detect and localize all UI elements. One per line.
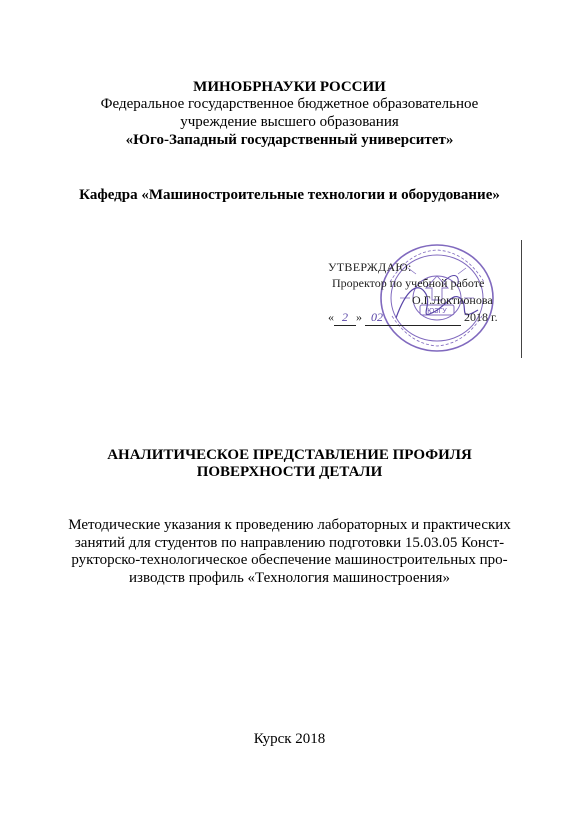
department-name: Кафедра «Машиностроительные технологии и оборудование» bbox=[79, 187, 500, 203]
annotation-line-3: рукторско-технологическое обеспечение машиностроительных про- bbox=[71, 552, 508, 568]
date-day: 2 bbox=[334, 310, 356, 326]
approval-date bbox=[328, 310, 498, 326]
annotation-line-4: изводств профиль «Технология машиностроения» bbox=[129, 570, 450, 586]
approver-name: О.Г.Локтионова bbox=[412, 293, 493, 307]
approver-position: Проректор по учебной работе bbox=[332, 276, 485, 290]
city-year: Курск 2018 bbox=[253, 731, 326, 747]
seal-text: ЮЗГУ bbox=[427, 308, 447, 315]
annotation-line-2: занятий для студентов по направлению подготовки 15.03.05 Конст- bbox=[74, 535, 505, 551]
date-close-quote: » bbox=[356, 310, 362, 324]
stamp-border bbox=[521, 240, 522, 358]
annotation-line-1: Методические указания к проведению лабораторных и практических bbox=[68, 517, 511, 533]
date-open-quote: « bbox=[328, 310, 334, 324]
document-title-line-2: ПОВЕРХНОСТИ ДЕТАЛИ bbox=[196, 464, 383, 480]
organization-line-1: Федеральное государственное бюджетное образовательное bbox=[100, 96, 479, 112]
organization-line-2: учреждение высшего образования bbox=[180, 114, 399, 130]
ministry-heading: МИНОБРНАУКИ РОССИИ bbox=[193, 79, 386, 95]
date-month: 02 bbox=[365, 310, 461, 326]
approve-label: УТВЕРЖДАЮ: bbox=[328, 260, 412, 274]
university-name: «Юго-Западный государственный университет» bbox=[125, 132, 454, 148]
approval-stamp bbox=[318, 240, 526, 358]
document-title-line-1: АНАЛИТИЧЕСКОЕ ПРЕДСТАВЛЕНИЕ ПРОФИЛЯ bbox=[107, 447, 472, 463]
date-year: 2018 г. bbox=[464, 310, 498, 324]
